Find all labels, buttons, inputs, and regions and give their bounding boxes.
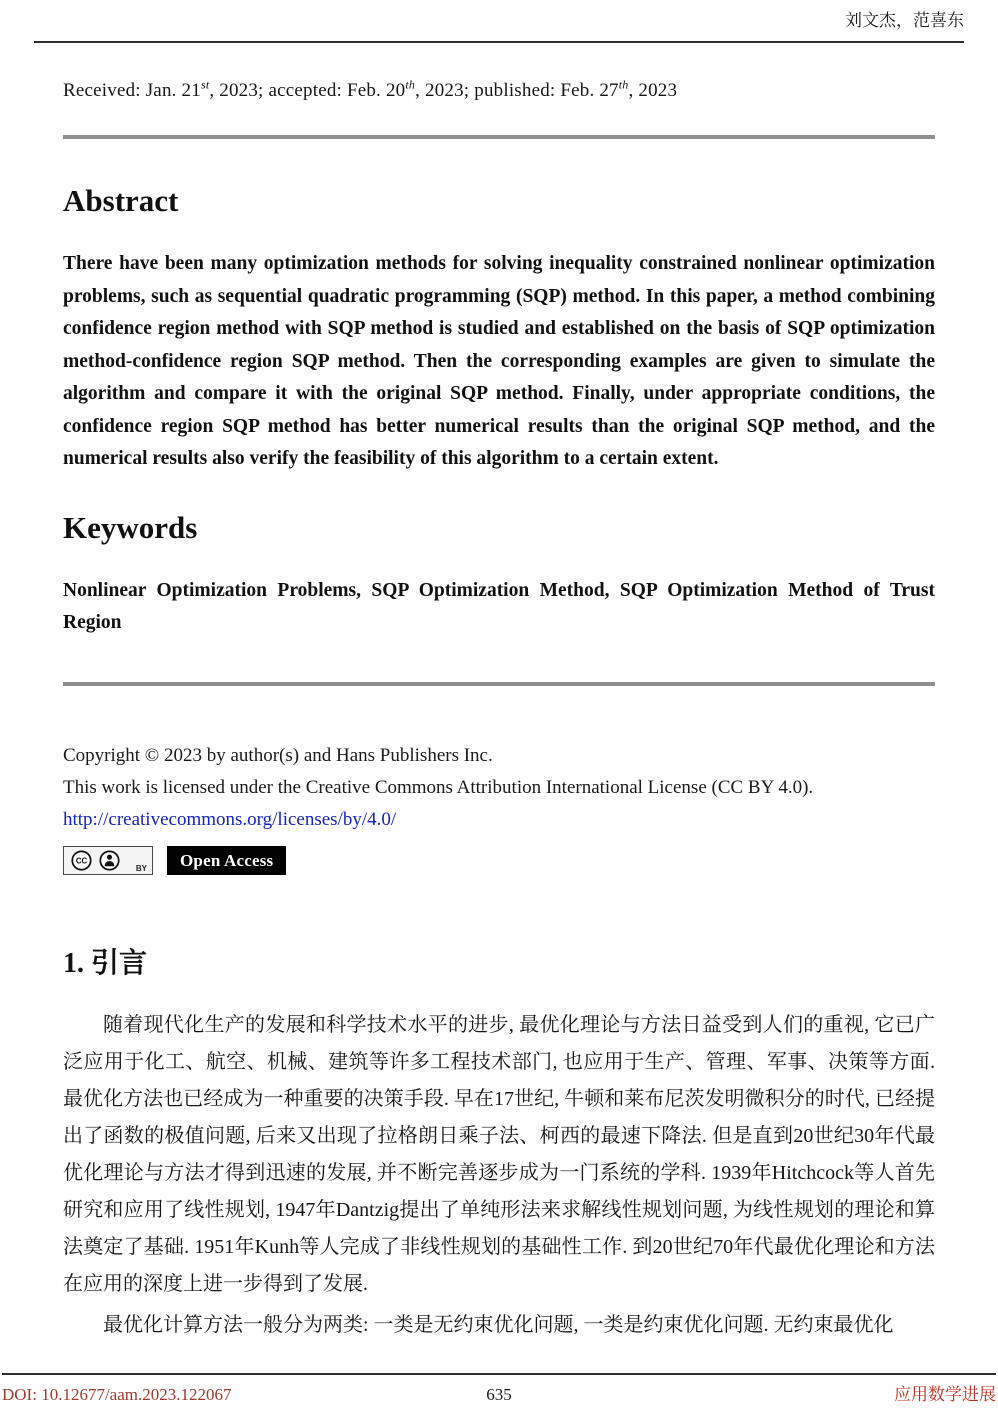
copyright-block: [63, 740, 935, 875]
license-badges-row: [63, 846, 935, 875]
cc-icon: [71, 850, 92, 871]
footer-row: [2, 1384, 996, 1406]
received-text: , 2023; published: Feb. 27: [415, 80, 619, 101]
open-access-badge: Open Access: [167, 846, 286, 875]
page-number: 635: [486, 1385, 512, 1404]
copyright-line: Copyright © 2023 by author(s) and Hans Publishers Inc.: [63, 744, 493, 766]
received-text: Received: Jan. 21: [63, 80, 201, 101]
keywords-body: Nonlinear Optimization Problems, SQP Optimization Method, SQP Optimization Method of Trust Region: [63, 579, 935, 633]
header-authors: 刘文杰，范喜东: [845, 11, 964, 30]
received-text: , 2023: [628, 80, 678, 101]
person-attribution-icon: [99, 850, 120, 871]
received-sup-th: th: [405, 77, 416, 92]
section-1-paragraph-2: 最优化计算方法一般分为两类: 一类是无约束优化问题, 一类是约束优化问题. 无约束最优化: [103, 1313, 894, 1336]
received-sup-th: th: [618, 77, 629, 92]
cc-by-badge[interactable]: [63, 846, 153, 875]
license-line: This work is licensed under the Creative Commons Attribution International License (CC BY 4.0).: [63, 776, 814, 798]
journal-name-link[interactable]: 应用数学进展: [894, 1385, 996, 1404]
received-sup-st: st: [200, 77, 210, 92]
page-header: [0, 0, 998, 43]
received-text: , 2023; accepted: Feb. 20: [209, 80, 406, 101]
abstract-body: There have been many optimization methods for solving inequality constrained nonlinear optimization problems, such as sequential quadratic programming (SQP) method. In this paper, a method combining confidence region method with SQP method is studied and established on the basis of SQP optimization method-confidence region SQP method. Then the corresponding examples are given to simulate the algorithm and compare it with the original SQP method. Finally, under appropriate conditions, the confidence region SQP method has better numerical results than the original SQP method, and the numerical results also verify the feasibility of this algorithm to a certain extent.: [63, 253, 935, 469]
license-link[interactable]: http://creativecommons.org/licenses/by/4.0/: [63, 808, 397, 830]
section-1-heading: 1. 引言: [63, 947, 148, 979]
svg-text:CC: CC: [75, 856, 88, 866]
page-footer: [0, 1373, 998, 1414]
cc-by-label: BY: [135, 863, 147, 873]
header-rule: [34, 41, 964, 43]
section-1-paragraph-1: 随着现代化生产的发展和科学技术水平的进步, 最优化理论与方法日益受到人们的重视, 它已广泛应用于化工、航空、机械、建筑等许多工程技术部门, 也应用于生产、管理、军事、决策等方面. 最优化方法也已经成为一种重要的决策手段. 早在17世纪, 牛顿和莱布尼茨发明微积分的时代, 已经提出了函数的极值问题, 后来又出现了拉格朗日乘子法、柯西的最速下降法. 但是直到20世纪30年代最优化理论与方法才得到迅速的发展, 并不断完善逐步成为一门系统的学科. 1939年Hitchcock等人首先研究和应用了线性规划, 1947年Dantzig提出了单纯形法来求解线性规划问题, 为线性规划的理论和算法奠定了基础. 1951年Kunh等人完成了非线性规划的基础性工作. 到20世纪70年代最优化理论和方法在应用的深度上进一步得到了发展.: [63, 1013, 935, 1295]
abstract-heading: Abstract: [63, 183, 179, 218]
received-line: [63, 77, 935, 102]
section-divider-rule: [63, 682, 935, 686]
keywords-heading: Keywords: [63, 509, 198, 545]
footer-rule: [2, 1373, 996, 1375]
section-divider-rule: [63, 135, 935, 139]
page-content: [0, 77, 998, 1344]
doi-link[interactable]: DOI: 10.12677/aam.2023.122067: [2, 1385, 232, 1404]
